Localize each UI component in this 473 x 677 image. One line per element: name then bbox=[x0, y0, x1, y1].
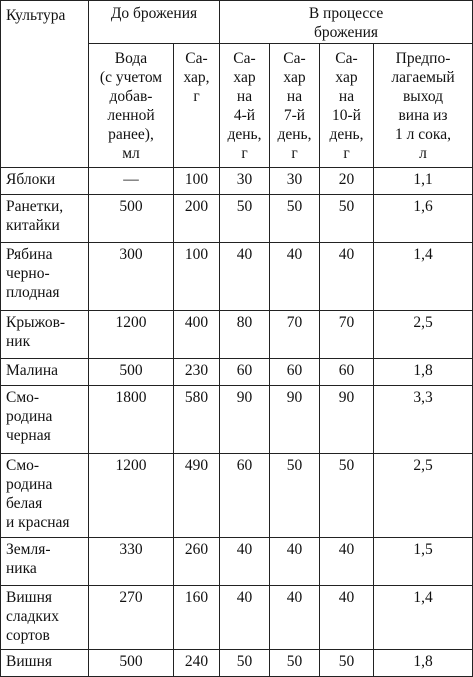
header-sugar-day7: Са- хар на 7-й день, г bbox=[270, 44, 320, 168]
cell-sugar-day4: 80 bbox=[220, 311, 270, 359]
cell-culture: Яблоки bbox=[1, 168, 89, 195]
table-row bbox=[1, 311, 473, 359]
table-row bbox=[1, 195, 473, 243]
table-row bbox=[1, 243, 473, 311]
cell-water: 1200 bbox=[89, 311, 174, 359]
cell-culture: Ранетки, китайки bbox=[1, 195, 89, 243]
header-sugar-day10: Са- хар на 10-й день, г bbox=[320, 44, 374, 168]
cell-sugar-day10: 50 bbox=[320, 454, 374, 538]
cell-yield: 2,5 bbox=[374, 311, 473, 359]
cell-culture: Вишня сладких сортов bbox=[1, 586, 89, 650]
cell-sugar-day7: 50 bbox=[270, 454, 320, 538]
cell-sugar-day7: 90 bbox=[270, 386, 320, 454]
cell-water: 500 bbox=[89, 195, 174, 243]
cell-yield: 1,8 bbox=[374, 359, 473, 386]
cell-sugar-day10: 50 bbox=[320, 195, 374, 243]
cell-sugar-day10: 40 bbox=[320, 538, 374, 586]
cell-sugar-day4: 30 bbox=[220, 168, 270, 195]
cell-culture: Смо- родина белая и красная bbox=[1, 454, 89, 538]
cell-sugar-day4: 50 bbox=[220, 650, 270, 677]
cell-sugar: 260 bbox=[174, 538, 220, 586]
cell-water: 270 bbox=[89, 586, 174, 650]
cell-water: 500 bbox=[89, 650, 174, 677]
cell-yield: 2,5 bbox=[374, 454, 473, 538]
cell-sugar-day7: 40 bbox=[270, 538, 320, 586]
table-row bbox=[1, 386, 473, 454]
cell-sugar-day4: 40 bbox=[220, 243, 270, 311]
cell-culture: Крыжов- ник bbox=[1, 311, 89, 359]
cell-yield: 1,5 bbox=[374, 538, 473, 586]
cell-sugar: 160 bbox=[174, 586, 220, 650]
header-yield: Предпо- лагаемый выход вина из 1 л сока, л bbox=[374, 44, 473, 168]
cell-sugar-day10: 40 bbox=[320, 243, 374, 311]
cell-sugar-day4: 60 bbox=[220, 454, 270, 538]
cell-sugar-day7: 40 bbox=[270, 243, 320, 311]
cell-yield: 1,1 bbox=[374, 168, 473, 195]
cell-culture: Рябина черно- плодная bbox=[1, 243, 89, 311]
cell-water: 500 bbox=[89, 359, 174, 386]
cell-sugar-day10: 50 bbox=[320, 650, 374, 677]
cell-sugar: 100 bbox=[174, 168, 220, 195]
cell-culture: Земля- ника bbox=[1, 538, 89, 586]
cell-water: 1800 bbox=[89, 386, 174, 454]
cell-sugar-day7: 30 bbox=[270, 168, 320, 195]
cell-culture: Малина bbox=[1, 359, 89, 386]
cell-sugar-day10: 40 bbox=[320, 586, 374, 650]
cell-yield: 1,4 bbox=[374, 243, 473, 311]
cell-sugar-day4: 40 bbox=[220, 586, 270, 650]
cell-sugar: 240 bbox=[174, 650, 220, 677]
cell-sugar-day7: 70 bbox=[270, 311, 320, 359]
cell-sugar-day4: 50 bbox=[220, 195, 270, 243]
cell-sugar-day4: 90 bbox=[220, 386, 270, 454]
cell-sugar-day7: 40 bbox=[270, 586, 320, 650]
header-sugar: Са- хар, г bbox=[174, 44, 220, 168]
cell-culture: Смо- родина черная bbox=[1, 386, 89, 454]
table-row bbox=[1, 586, 473, 650]
cell-yield: 1,6 bbox=[374, 195, 473, 243]
table-row bbox=[1, 650, 473, 677]
cell-yield: 1,4 bbox=[374, 586, 473, 650]
cell-sugar: 200 bbox=[174, 195, 220, 243]
cell-yield: 1,8 bbox=[374, 650, 473, 677]
table-row bbox=[1, 454, 473, 538]
cell-sugar: 400 bbox=[174, 311, 220, 359]
cell-sugar: 100 bbox=[174, 243, 220, 311]
header-during-fermentation: В процессе брожения bbox=[220, 1, 473, 44]
cell-water: 300 bbox=[89, 243, 174, 311]
cell-sugar-day7: 60 bbox=[270, 359, 320, 386]
cell-yield: 3,3 bbox=[374, 386, 473, 454]
table-row bbox=[1, 168, 473, 195]
cell-sugar: 230 bbox=[174, 359, 220, 386]
cell-sugar-day10: 20 bbox=[320, 168, 374, 195]
cell-sugar-day7: 50 bbox=[270, 650, 320, 677]
cell-sugar-day10: 60 bbox=[320, 359, 374, 386]
cell-culture: Вишня bbox=[1, 650, 89, 677]
cell-water: 330 bbox=[89, 538, 174, 586]
header-row-top bbox=[1, 1, 473, 44]
cell-water: 1200 bbox=[89, 454, 174, 538]
cell-sugar-day7: 50 bbox=[270, 195, 320, 243]
cell-sugar-day10: 70 bbox=[320, 311, 374, 359]
cell-sugar: 580 bbox=[174, 386, 220, 454]
cell-sugar: 490 bbox=[174, 454, 220, 538]
cell-sugar-day4: 60 bbox=[220, 359, 270, 386]
table-body bbox=[1, 168, 473, 677]
table-row bbox=[1, 538, 473, 586]
cell-sugar-day4: 40 bbox=[220, 538, 270, 586]
header-culture: Культура bbox=[1, 1, 89, 168]
cell-sugar-day10: 90 bbox=[320, 386, 374, 454]
cell-water: — bbox=[89, 168, 174, 195]
header-sugar-day4: Са- хар на 4-й день, г bbox=[220, 44, 270, 168]
table-row bbox=[1, 359, 473, 386]
header-before-fermentation: До брожения bbox=[89, 1, 220, 44]
header-water: Вода (с учетом добав- ленной ранее), мл bbox=[89, 44, 174, 168]
